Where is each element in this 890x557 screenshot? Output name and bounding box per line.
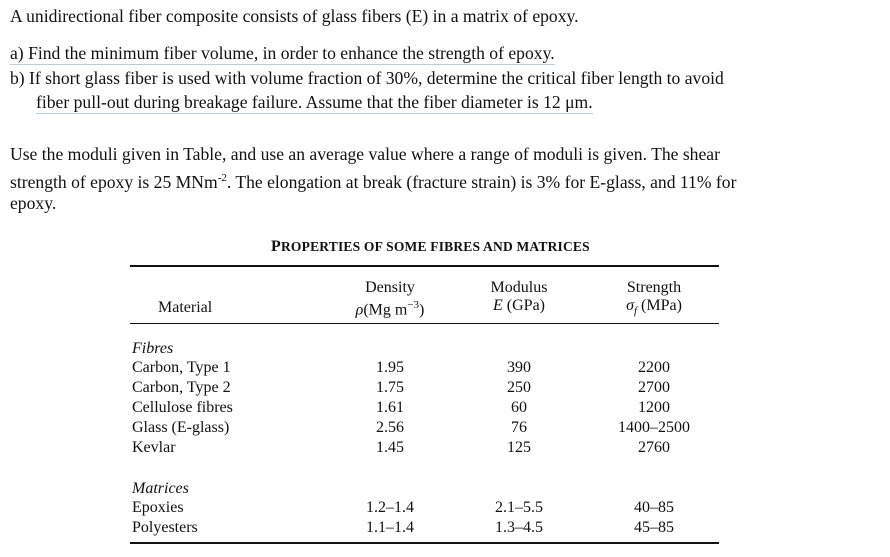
density-symbol: ρ xyxy=(355,301,364,319)
part-a-text: a) Find the minimum fiber volume, in order to enhance the strength of epoxy. xyxy=(10,43,555,63)
table-row-strength: 2200 xyxy=(638,359,670,376)
strength-symbol: σ xyxy=(626,297,634,314)
table-row-material: Kevlar xyxy=(132,439,176,456)
table-row-material: Carbon, Type 1 xyxy=(132,359,231,376)
table-header-rule xyxy=(130,323,719,324)
problem-intro: A unidirectional fiber composite consists of glass fibers (E) in a matrix of epoxy. xyxy=(10,6,579,26)
table-row-density: 2.56 xyxy=(376,419,404,436)
strength-unit: (MPa) xyxy=(637,297,682,314)
paragraph-line1: Use the moduli given in Table, and use an average value where a range of moduli is given. The shear xyxy=(10,144,720,164)
table-row-density: 1.75 xyxy=(376,379,404,396)
table-row-material: Polyesters xyxy=(132,519,198,536)
header-strength-unit xyxy=(595,296,713,321)
header-modulus-unit xyxy=(465,296,573,315)
problem-part-b-line1: b) If short glass fiber is used with volume fraction of 30%, determine the critical fiber length to avoid xyxy=(10,68,724,88)
table-row-strength: 40–85 xyxy=(634,499,674,516)
strength-subscript: f xyxy=(633,305,638,318)
table-row-modulus: 2.1–5.5 xyxy=(495,499,543,516)
problem-part-b-line2 xyxy=(36,90,593,114)
table-row-material: Cellulose fibres xyxy=(132,399,233,416)
table-row-material: Carbon, Type 2 xyxy=(132,379,231,396)
table-row-modulus: 125 xyxy=(507,439,531,456)
paragraph-line2 xyxy=(10,166,736,194)
table-row-density: 1.95 xyxy=(376,359,404,376)
modulus-unit: (GPa) xyxy=(502,297,545,314)
paragraph-line2-b: . The elongation at break (fracture strain) is 3% for E-glass, and 11% for xyxy=(226,171,737,192)
table-row-modulus: 76 xyxy=(511,419,527,436)
density-exponent: −3 xyxy=(407,299,420,311)
header-strength: Strength xyxy=(626,279,682,296)
table-row-modulus: 250 xyxy=(507,379,531,396)
paragraph-line2-a: strength of epoxy is 25 MNm xyxy=(10,171,218,192)
table-row-strength: 2760 xyxy=(638,439,670,456)
paragraph-line3: epoxy. xyxy=(10,193,57,213)
table-row-modulus: 1.3–4.5 xyxy=(495,519,543,536)
table-row-strength: 2700 xyxy=(638,379,670,396)
group-label-fibres: Fibres xyxy=(132,340,174,357)
table-row-density: 1.61 xyxy=(376,399,404,416)
header-material: Material xyxy=(158,299,213,316)
table-row-material: Glass (E-glass) xyxy=(132,419,230,436)
problem-part-a xyxy=(10,41,555,65)
table-row-modulus: 390 xyxy=(507,359,531,376)
table-bottom-rule xyxy=(130,542,719,544)
table-row-density: 1.45 xyxy=(376,439,404,456)
table-row-density: 1.1–1.4 xyxy=(366,519,414,536)
header-modulus: Modulus xyxy=(490,279,548,296)
header-density-unit xyxy=(335,296,445,319)
table-row-strength: 45–85 xyxy=(634,519,674,536)
table-title-initial: P xyxy=(271,238,281,255)
table-row-strength: 1200 xyxy=(638,399,670,416)
paragraph-line2-sup: -2 xyxy=(217,172,227,184)
density-unit: (Mg m xyxy=(363,301,408,319)
density-close: ) xyxy=(419,301,425,319)
header-density: Density xyxy=(365,279,415,296)
table-title xyxy=(271,238,590,256)
part-b-line2-text: fiber pull-out during breakage failure. Assume that the fiber diameter is 12 μm. xyxy=(36,92,593,112)
table-top-rule xyxy=(130,265,719,267)
table-row-density: 1.2–1.4 xyxy=(366,499,414,516)
group-label-matrices: Matrices xyxy=(132,480,189,497)
table-title-rest: ROPERTIES OF SOME FIBRES AND MATRICES xyxy=(280,239,590,254)
table-row-modulus: 60 xyxy=(511,399,527,416)
table-row-material: Epoxies xyxy=(132,499,184,516)
modulus-symbol: E xyxy=(493,297,503,314)
table-row-strength: 1400–2500 xyxy=(618,419,690,436)
